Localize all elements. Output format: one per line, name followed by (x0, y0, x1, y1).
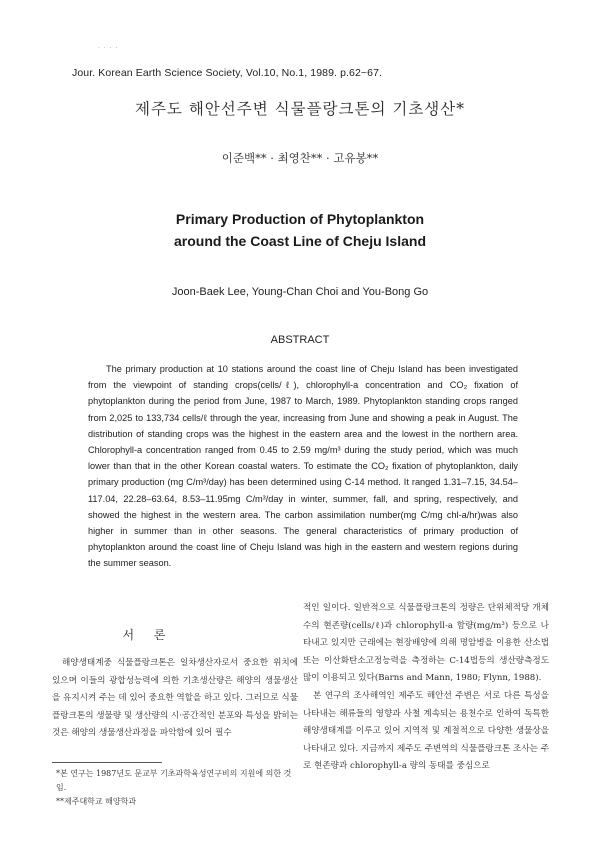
intro-paragraph: 적인 일이다. 일반적으로 식물플랑크톤의 정량은 단위체적당 개체수의 현존량(cells/ℓ)과 chlorophyll-a 함량(mg/m³) 등으로 나타내고 있지만 근래에는 현장배양에 의해 명암병을 이용한 산소법 또는 이산화탄소고정능력을 측정하는 C-14법등의 생산량측정도 많이 이용되고 있다(Barns and Mann, 1980; Flynn, 1988). (303, 603, 549, 684)
intro-left-column: 해양생태계중 식물플랑크톤은 일차생산자로서 중요한 위치에 있으며 이들의 광합성능력에 의한 기초생산량은 해양의 생물생산을 유지시켜 주는 데 있어 중요한 역할을 하고 있다. 그러므로 식물플랑크톤의 생물량 및 생산량의 시·공간적인 분포와 특성을 밝히는 것은 해양의 생물생산과정을 파악함에 있어 필수 (52, 658, 298, 739)
footnote-funding: *본 연구는 1987년도 문교부 기초과학육성연구비의 지원에 의한 것임. (56, 769, 292, 792)
footnotes (56, 767, 296, 809)
footnote-affiliation: **제주대학교 해양학과 (56, 797, 137, 806)
english-title (0, 208, 600, 252)
scan-mark: · · · · (98, 45, 119, 52)
footnote-divider (52, 762, 162, 763)
abstract-body: The primary production at 10 stations around the coast line of Cheju Island has been investigated from the viewpoint of standing crops(cells/ℓ), chlorophyll-a concentration and CO₂ fixation of phytoplankton during the period from June, 1987 to March, 1989. Phytoplankton standing crops ranged from 2,025 to 133,734 cells/ℓ through the year, increasing from June and showing a peak in August. The distribution of standing crops was the highest in the eastern area and the lowest in the northern area. Chlorophyll-a concentration ranged from 0.45 to 2.59 mg/m³ during the study period, which was much lower than that in the other Korean coastal waters. To estimate the CO₂ fixation of phytoplankton, daily primary production (mg C/m³/day) has been determined using C-14 method. It ranged 1.31–7.15, 34.54–117.04, 22.28–63.64, 8.53–11.95mg C/m³/day in winter, summer, fall, and spring, respectively, and showed the highest in the western area. The carbon assimilation number(mg C/mg chl-a/hr)was also higher in summer than in other seasons. The general characteristics of primary production of phytoplankton around the coast line of Cheju Island was high in the eastern and western regions during the summer season. (88, 364, 518, 569)
abstract-heading: ABSTRACT (270, 334, 330, 346)
journal-reference: Jour. Korean Earth Science Society, Vol.10, No.1, 1989. p.62~67. (72, 67, 383, 79)
english-authors: Joon-Baek Lee, Young-Chan Choi and You-Bong Go (171, 286, 429, 298)
korean-authors: 이준백** · 최영찬** · 고유봉** (221, 151, 379, 165)
english-title-line2: around the Coast Line of Cheju Island (173, 233, 426, 249)
english-title-line1: Primary Production of Phytoplankton (175, 211, 425, 227)
introduction-heading: 서 론 (122, 628, 174, 642)
korean-title: 제주도 해안선주변 식물플랑크톤의 기초생산* (134, 100, 466, 118)
intro-paragraph: 본 연구의 조사해역인 제주도 해안선 주변은 서로 다른 특성을 나타내는 해류들의 영향과 사철 계속되는 용천수로 인하여 독특한 해양생태계를 이루고 있어 지역적 및 계절적으로 다양한 생물상을 나타내고 있다. 지금까지 제주도 주변역의 식물플랑크톤 조사는 주로 현존량과 chlorophyll-a 량의 동태를 중심으로 (303, 690, 549, 772)
intro-right-column (303, 600, 549, 776)
